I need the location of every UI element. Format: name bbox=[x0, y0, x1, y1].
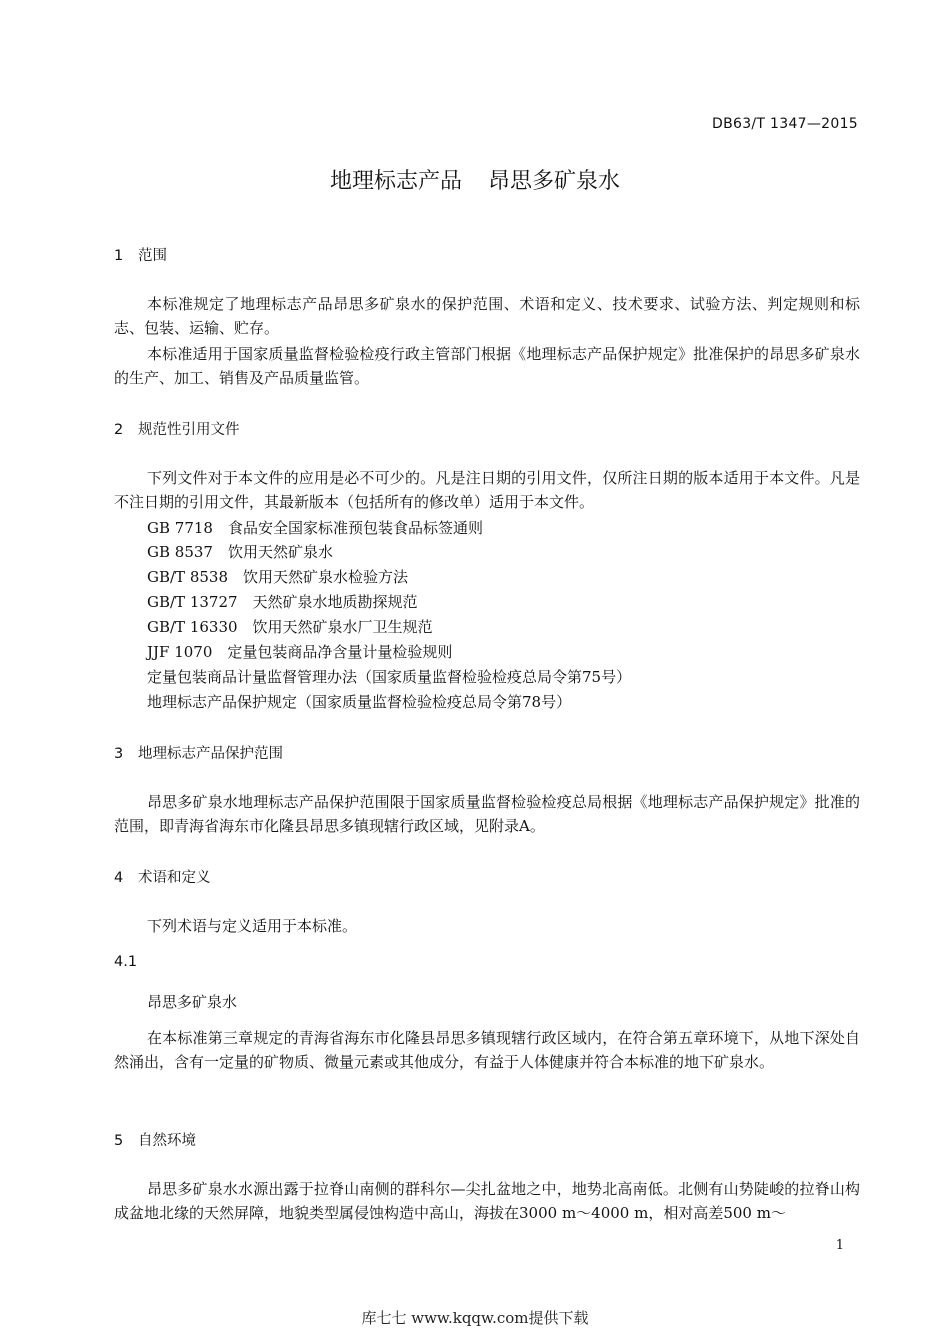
section-number: 3 bbox=[114, 746, 124, 762]
section-4-paragraph-1: 下列术语与定义适用于本标准。 bbox=[147, 917, 358, 935]
section-number: 1 bbox=[114, 248, 124, 264]
reference-item: GB 7718 食品安全国家标准预包装食品标签通则 bbox=[147, 519, 483, 537]
section-5-paragraph-1: 昂思多矿泉水水源出露于拉脊山南侧的群科尔—尖扎盆地之中，地势北高南低。北侧有山势陡峻的拉脊山构成盆地北缘的天然屏障，地貌类型属侵蚀构造中高山，海拔在3000 m～4000 m，相对高差500 m～ bbox=[114, 1180, 860, 1222]
subsection-number: 4.1 bbox=[114, 954, 138, 970]
reference-item: GB/T 16330 饮用天然矿泉水厂卫生规范 bbox=[147, 618, 433, 636]
section-number: 5 bbox=[114, 1133, 124, 1149]
doc-number: DB63/T 1347—2015 bbox=[712, 116, 858, 132]
reference-item: GB/T 13727 天然矿泉水地质勘探规范 bbox=[147, 593, 418, 611]
page-number: 1 bbox=[835, 1238, 844, 1253]
section-title: 规范性引用文件 bbox=[138, 422, 240, 438]
section-1-paragraph-1: 本标准规定了地理标志产品昂思多矿泉水的保护范围、术语和定义、技术要求、试验方法、判定规则和标志、包装、运输、贮存。 bbox=[114, 295, 860, 337]
section-2-paragraph-1: 下列文件对于本文件的应用是必不可少的。凡是注日期的引用文件，仅所注日期的版本适用于本文件。凡是不注日期的引用文件，其最新版本（包括所有的修改单）适用于本文件。 bbox=[114, 469, 860, 511]
reference-item: GB/T 8538 饮用天然矿泉水检验方法 bbox=[147, 568, 409, 586]
section-1-heading bbox=[114, 244, 167, 265]
section-number: 4 bbox=[114, 870, 124, 886]
page-title bbox=[0, 164, 950, 195]
section-2-heading bbox=[114, 418, 240, 439]
reference-item: GB 8537 饮用天然矿泉水 bbox=[147, 543, 333, 561]
term-definition: 在本标准第三章规定的青海省海东市化隆县昂思多镇现辖行政区域内，在符合第五章环境下，从地下深处自然涌出，含有一定量的矿物质、微量元素或其他成分，有益于人体健康并符合本标准的地下矿泉水。 bbox=[114, 1029, 860, 1071]
section-3-paragraph-1: 昂思多矿泉水地理标志产品保护范围限于国家质量监督检验检疫总局根据《地理标志产品保护规定》批准的范围，即青海省海东市化隆县昂思多镇现辖行政区域，见附录A。 bbox=[114, 793, 860, 835]
section-5-heading bbox=[114, 1129, 196, 1150]
reference-item: 定量包装商品计量监督管理办法（国家质量监督检验检疫总局令第75号） bbox=[147, 668, 632, 686]
section-title: 范围 bbox=[138, 248, 167, 264]
download-footer: 库七七 www.kqqw.com提供下载 bbox=[361, 1309, 589, 1327]
section-1-paragraph-2: 本标准适用于国家质量监督检验检疫行政主管部门根据《地理标志产品保护规定》批准保护的昂思多矿泉水的生产、加工、销售及产品质量监管。 bbox=[114, 345, 860, 387]
reference-item: JJF 1070 定量包装商品净含量计量检验规则 bbox=[147, 643, 453, 661]
title-part-1: 地理标志产品 bbox=[329, 169, 462, 194]
section-number: 2 bbox=[114, 422, 124, 438]
section-title: 术语和定义 bbox=[138, 870, 211, 886]
section-title: 地理标志产品保护范围 bbox=[138, 746, 283, 762]
term-title: 昂思多矿泉水 bbox=[147, 993, 238, 1011]
section-3-heading bbox=[114, 742, 283, 763]
title-part-2: 昂思多矿泉水 bbox=[488, 169, 621, 194]
section-title: 自然环境 bbox=[138, 1133, 196, 1149]
reference-item: 地理标志产品保护规定（国家质量监督检验检疫总局令第78号） bbox=[147, 693, 572, 711]
section-4-heading bbox=[114, 866, 211, 887]
